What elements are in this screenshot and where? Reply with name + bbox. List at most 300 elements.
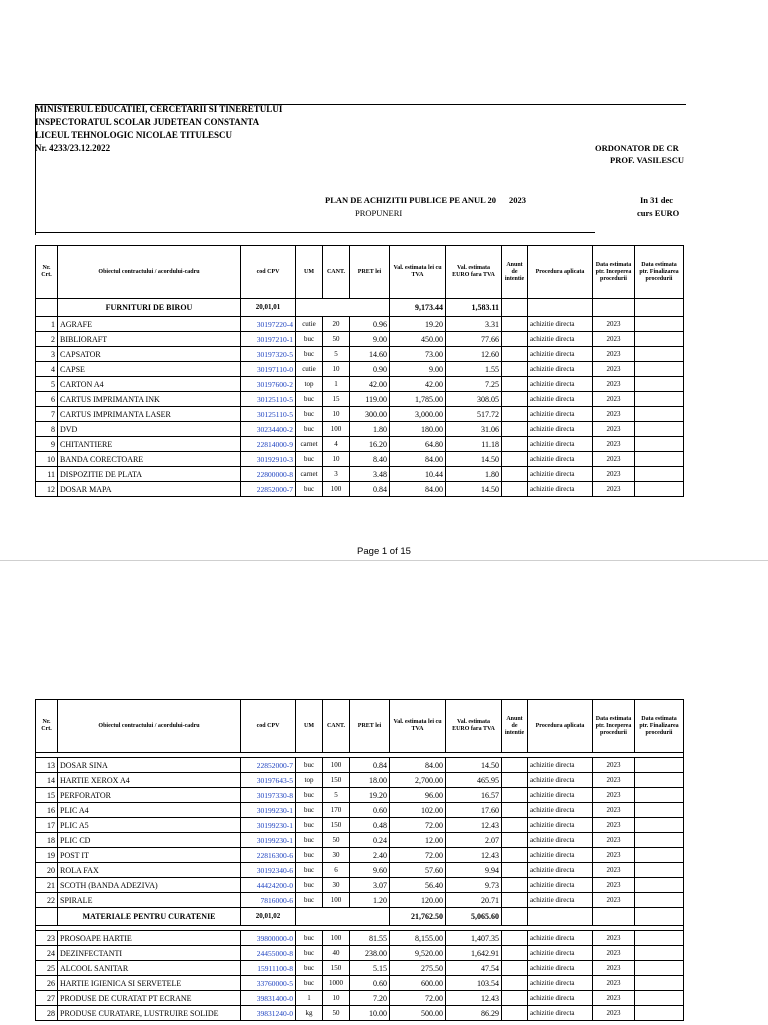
category-name: MATERIALE PENTRU CURATENIE <box>58 908 241 926</box>
procedure: achizitie directa <box>528 392 593 407</box>
procedure: achizitie directa <box>528 946 593 961</box>
value-lei: 19.20 <box>390 317 446 332</box>
procedure: achizitie directa <box>528 788 593 803</box>
end-date <box>635 863 684 878</box>
column-header: Anunt de intentie <box>502 246 528 299</box>
unit-price: 19.20 <box>350 788 390 803</box>
start-date: 2023 <box>593 422 635 437</box>
row-number: 12 <box>36 482 58 497</box>
unit: buc <box>296 392 323 407</box>
unit: buc <box>296 893 323 908</box>
table-row <box>36 773 684 788</box>
column-header: Data estimata ptr. Finalizarea procedurii <box>635 700 684 753</box>
ministry-line: MINISTERUL EDUCATIEI, CERCETARII SI TINERETULUI <box>35 104 283 114</box>
procedure: achizitie directa <box>528 848 593 863</box>
cpv-code: 33760000-5 <box>241 976 296 991</box>
intent-notice <box>502 467 528 482</box>
quantity: 40 <box>323 946 350 961</box>
table-row <box>36 452 684 467</box>
table-row <box>36 437 684 452</box>
end-date <box>635 976 684 991</box>
unit-price: 0.96 <box>350 317 390 332</box>
procedure: achizitie directa <box>528 803 593 818</box>
end-date <box>635 317 684 332</box>
row-number: 2 <box>36 332 58 347</box>
item-name: CARTON A4 <box>58 377 241 392</box>
table-row <box>36 848 684 863</box>
column-header: CANT. <box>323 700 350 753</box>
end-date <box>635 332 684 347</box>
header-row <box>36 700 684 753</box>
value-lei: 275.50 <box>390 961 446 976</box>
unit-price: 9.60 <box>350 863 390 878</box>
procedure: achizitie directa <box>528 377 593 392</box>
unit: buc <box>296 803 323 818</box>
procedure: achizitie directa <box>528 878 593 893</box>
procedure: achizitie directa <box>528 931 593 946</box>
start-date: 2023 <box>593 317 635 332</box>
category-value-lei: 21,762.50 <box>390 908 446 926</box>
procedure: achizitie directa <box>528 422 593 437</box>
start-date: 2023 <box>593 946 635 961</box>
end-date <box>635 931 684 946</box>
value-euro: 1.55 <box>446 362 502 377</box>
category-name: FURNITURI DE BIROU <box>58 299 241 317</box>
unit: kg <box>296 1006 323 1021</box>
column-header: PRET lei <box>350 700 390 753</box>
intent-notice <box>502 863 528 878</box>
cpv-code: 22852000-7 <box>241 482 296 497</box>
unit-price: 14.60 <box>350 347 390 362</box>
end-date <box>635 758 684 773</box>
start-date: 2023 <box>593 848 635 863</box>
row-number: 4 <box>36 362 58 377</box>
item-name: AGRAFE <box>58 317 241 332</box>
unit-price: 0.24 <box>350 833 390 848</box>
intent-notice <box>502 773 528 788</box>
start-date: 2023 <box>593 377 635 392</box>
value-lei: 450.00 <box>390 332 446 347</box>
category-value-euro: 5,065.60 <box>446 908 502 926</box>
item-name: PLIC A4 <box>58 803 241 818</box>
category-blank <box>502 908 528 926</box>
quantity: 15 <box>323 392 350 407</box>
category-blank <box>502 299 528 317</box>
table-row <box>36 377 684 392</box>
value-lei: 500.00 <box>390 1006 446 1021</box>
category-value-euro: 1,583.11 <box>446 299 502 317</box>
quantity: 3 <box>323 467 350 482</box>
start-date: 2023 <box>593 758 635 773</box>
row-number: 9 <box>36 437 58 452</box>
item-name: HARTIE IGIENICA SI SERVETELE <box>58 976 241 991</box>
table-row <box>36 347 684 362</box>
end-date <box>635 377 684 392</box>
column-header: Nr. Crt. <box>36 700 58 753</box>
value-euro: 2.07 <box>446 833 502 848</box>
quantity: 10 <box>323 991 350 1006</box>
intent-notice <box>502 422 528 437</box>
value-euro: 47.54 <box>446 961 502 976</box>
value-euro: 308.05 <box>446 392 502 407</box>
unit-price: 9.00 <box>350 332 390 347</box>
cpv-code: 39831240-0 <box>241 1006 296 1021</box>
item-name: PLIC A5 <box>58 818 241 833</box>
value-euro: 1,642.91 <box>446 946 502 961</box>
item-name: BANDA CORECTOARE <box>58 452 241 467</box>
table-row <box>36 833 684 848</box>
quantity: 150 <box>323 773 350 788</box>
item-name: DEZINFECTANTI <box>58 946 241 961</box>
category-value-lei: 9,173.44 <box>390 299 446 317</box>
intent-notice <box>502 803 528 818</box>
row-number: 23 <box>36 931 58 946</box>
cpv-code: 30197210-1 <box>241 332 296 347</box>
unit: buc <box>296 931 323 946</box>
item-name: CARTUS IMPRIMANTA LASER <box>58 407 241 422</box>
procedure: achizitie directa <box>528 893 593 908</box>
category-blank <box>593 908 635 926</box>
table-row <box>36 803 684 818</box>
table-row <box>36 332 684 347</box>
unit: buc <box>296 878 323 893</box>
intent-notice <box>502 1006 528 1021</box>
cpv-code: 30197600-2 <box>241 377 296 392</box>
procedure: achizitie directa <box>528 452 593 467</box>
quantity: 100 <box>323 758 350 773</box>
cpv-code: 30197220-4 <box>241 317 296 332</box>
value-lei: 102.00 <box>390 803 446 818</box>
propuneri-label: PROPUNERI <box>355 208 403 218</box>
intent-notice <box>502 332 528 347</box>
end-date <box>635 1006 684 1021</box>
item-name: CAPSE <box>58 362 241 377</box>
category-blank <box>635 299 684 317</box>
item-name: PROSOAPE HARTIE <box>58 931 241 946</box>
value-euro: 31.06 <box>446 422 502 437</box>
value-lei: 120.00 <box>390 893 446 908</box>
quantity: 10 <box>323 362 350 377</box>
cpv-code: 30199230-1 <box>241 803 296 818</box>
table-row <box>36 362 684 377</box>
unit-price: 119.00 <box>350 392 390 407</box>
value-lei: 180.00 <box>390 422 446 437</box>
cpv-code: 15911100-8 <box>241 961 296 976</box>
intent-notice <box>502 362 528 377</box>
table-row <box>36 878 684 893</box>
quantity: 6 <box>323 863 350 878</box>
category-blank <box>528 299 593 317</box>
value-euro: 11.18 <box>446 437 502 452</box>
quantity: 1000 <box>323 976 350 991</box>
procedure: achizitie directa <box>528 407 593 422</box>
unit: buc <box>296 976 323 991</box>
unit: buc <box>296 482 323 497</box>
start-date: 2023 <box>593 392 635 407</box>
item-name: PRODUSE DE CURATAT PT ECRANE <box>58 991 241 1006</box>
curs-euro-label: curs EURO <box>637 208 680 218</box>
column-header: Data estimata ptr. Finalizarea procedurii <box>635 246 684 299</box>
value-euro: 465.95 <box>446 773 502 788</box>
value-euro: 86.29 <box>446 1006 502 1021</box>
row-number: 14 <box>36 773 58 788</box>
unit: buc <box>296 347 323 362</box>
quantity: 10 <box>323 407 350 422</box>
table-row <box>36 317 684 332</box>
item-name: POST IT <box>58 848 241 863</box>
item-name: PERFORATOR <box>58 788 241 803</box>
unit-price: 81.55 <box>350 931 390 946</box>
quantity: 170 <box>323 803 350 818</box>
start-date: 2023 <box>593 332 635 347</box>
unit: buc <box>296 422 323 437</box>
table-row <box>36 893 684 908</box>
end-date <box>635 878 684 893</box>
intent-notice <box>502 833 528 848</box>
item-name: PRODUSE CURATARE, LUSTRUIRE SOLIDE <box>58 1006 241 1021</box>
quantity: 50 <box>323 332 350 347</box>
row-number: 6 <box>36 392 58 407</box>
row-number: 15 <box>36 788 58 803</box>
cpv-code: 30197330-8 <box>241 788 296 803</box>
procedure: achizitie directa <box>528 976 593 991</box>
header-separator <box>35 232 595 233</box>
intent-notice <box>502 347 528 362</box>
column-header: Val. estimata EURO fara TVA <box>446 246 502 299</box>
quantity: 50 <box>323 1006 350 1021</box>
row-number: 16 <box>36 803 58 818</box>
row-number: 5 <box>36 377 58 392</box>
unit-price: 0.90 <box>350 362 390 377</box>
value-euro: 1.80 <box>446 467 502 482</box>
table-row <box>36 863 684 878</box>
date-right: In 31 dec <box>640 195 674 205</box>
unit-price: 1.80 <box>350 422 390 437</box>
table-header <box>36 246 684 299</box>
item-name: ALCOOL SANITAR <box>58 961 241 976</box>
unit: buc <box>296 788 323 803</box>
table-row <box>36 931 684 946</box>
page-number: Page 1 of 15 <box>357 546 411 557</box>
unit: top <box>296 773 323 788</box>
unit: 1 <box>296 991 323 1006</box>
start-date: 2023 <box>593 931 635 946</box>
intent-notice <box>502 452 528 467</box>
item-name: ROLA FAX <box>58 863 241 878</box>
start-date: 2023 <box>593 961 635 976</box>
category-row <box>36 299 684 317</box>
start-date: 2023 <box>593 452 635 467</box>
cpv-code: 30199230-1 <box>241 833 296 848</box>
start-date: 2023 <box>593 863 635 878</box>
row-number: 22 <box>36 893 58 908</box>
unit-price: 5.15 <box>350 961 390 976</box>
unit: buc <box>296 833 323 848</box>
unit-price: 0.48 <box>350 818 390 833</box>
end-date <box>635 788 684 803</box>
value-lei: 12.00 <box>390 833 446 848</box>
table-row <box>36 392 684 407</box>
table-row <box>36 818 684 833</box>
item-name: PLIC CD <box>58 833 241 848</box>
unit: buc <box>296 758 323 773</box>
row-number: 26 <box>36 976 58 991</box>
procedure: achizitie directa <box>528 482 593 497</box>
table-row <box>36 407 684 422</box>
value-lei: 2,700.00 <box>390 773 446 788</box>
intent-notice <box>502 482 528 497</box>
item-name: BIBLIORAFT <box>58 332 241 347</box>
value-euro: 77.66 <box>446 332 502 347</box>
table-row <box>36 961 684 976</box>
column-header: cod CPV <box>241 246 296 299</box>
column-header: Obiectul contractului / acordului-cadru <box>58 246 241 299</box>
procedure: achizitie directa <box>528 818 593 833</box>
unit-price: 238.00 <box>350 946 390 961</box>
item-name: CHITANTIERE <box>58 437 241 452</box>
procedure: achizitie directa <box>528 347 593 362</box>
row-number: 25 <box>36 961 58 976</box>
start-date: 2023 <box>593 347 635 362</box>
value-euro: 12.43 <box>446 848 502 863</box>
table-row <box>36 422 684 437</box>
table-row <box>36 788 684 803</box>
row-number: 18 <box>36 833 58 848</box>
procedure: achizitie directa <box>528 991 593 1006</box>
unit-price: 2.40 <box>350 848 390 863</box>
value-lei: 9,520.00 <box>390 946 446 961</box>
value-euro: 7.25 <box>446 377 502 392</box>
quantity: 30 <box>323 878 350 893</box>
column-header: Anunt de intentie <box>502 700 528 753</box>
quantity: 5 <box>323 347 350 362</box>
value-euro: 14.50 <box>446 452 502 467</box>
value-euro: 12.60 <box>446 347 502 362</box>
start-date: 2023 <box>593 976 635 991</box>
start-date: 2023 <box>593 362 635 377</box>
unit: buc <box>296 863 323 878</box>
value-lei: 64.80 <box>390 437 446 452</box>
unit-price: 0.84 <box>350 758 390 773</box>
intent-notice <box>502 788 528 803</box>
quantity: 4 <box>323 437 350 452</box>
procedure: achizitie directa <box>528 317 593 332</box>
value-euro: 12.43 <box>446 991 502 1006</box>
intent-notice <box>502 848 528 863</box>
item-name: DVD <box>58 422 241 437</box>
intent-notice <box>502 991 528 1006</box>
cpv-code: 7816000-6 <box>241 893 296 908</box>
category-blank <box>36 908 58 926</box>
value-lei: 8,155.00 <box>390 931 446 946</box>
start-date: 2023 <box>593 878 635 893</box>
cpv-code: 30197320-5 <box>241 347 296 362</box>
start-date: 2023 <box>593 991 635 1006</box>
unit-price: 300.00 <box>350 407 390 422</box>
column-header: cod CPV <box>241 700 296 753</box>
start-date: 2023 <box>593 467 635 482</box>
start-date: 2023 <box>593 803 635 818</box>
row-number: 21 <box>36 878 58 893</box>
column-header: Val. estimata lei cu TVA <box>390 246 446 299</box>
procedure: achizitie directa <box>528 773 593 788</box>
quantity: 10 <box>323 452 350 467</box>
intent-notice <box>502 392 528 407</box>
procedure: achizitie directa <box>528 437 593 452</box>
table-row <box>36 991 684 1006</box>
end-date <box>635 893 684 908</box>
column-header: Data estimata ptr. Inceperea procedurii <box>593 246 635 299</box>
quantity: 100 <box>323 422 350 437</box>
start-date: 2023 <box>593 437 635 452</box>
column-header: PRET lei <box>350 246 390 299</box>
quantity: 100 <box>323 893 350 908</box>
row-number: 28 <box>36 1006 58 1021</box>
school-line: LICEUL TEHNOLOGIC NICOLAE TITULESCU <box>35 130 232 140</box>
inspectorate-line: INSPECTORATUL SCOLAR JUDETEAN CONSTANTA <box>35 117 260 127</box>
end-date <box>635 422 684 437</box>
table-row <box>36 1006 684 1021</box>
table-row <box>36 467 684 482</box>
row-number: 1 <box>36 317 58 332</box>
header-row <box>36 246 684 299</box>
quantity: 100 <box>323 931 350 946</box>
quantity: 5 <box>323 788 350 803</box>
end-date <box>635 833 684 848</box>
unit: top <box>296 377 323 392</box>
item-name: HARTIE XEROX A4 <box>58 773 241 788</box>
value-euro: 1,407.35 <box>446 931 502 946</box>
cpv-code: 30199230-1 <box>241 818 296 833</box>
end-date <box>635 946 684 961</box>
row-number: 8 <box>36 422 58 437</box>
column-header: UM <box>296 700 323 753</box>
row-number: 19 <box>36 848 58 863</box>
value-euro: 9.94 <box>446 863 502 878</box>
value-lei: 56.40 <box>390 878 446 893</box>
unit-price: 7.20 <box>350 991 390 1006</box>
item-name: CAPSATOR <box>58 347 241 362</box>
category-row <box>36 908 684 926</box>
row-number: 13 <box>36 758 58 773</box>
cpv-code: 22800000-8 <box>241 467 296 482</box>
unit: cutie <box>296 317 323 332</box>
unit: buc <box>296 818 323 833</box>
end-date <box>635 773 684 788</box>
cpv-code: 39831400-0 <box>241 991 296 1006</box>
column-header: Val. estimata lei cu TVA <box>390 700 446 753</box>
end-date <box>635 407 684 422</box>
unit-price: 42.00 <box>350 377 390 392</box>
category-blank <box>296 908 390 926</box>
quantity: 30 <box>323 848 350 863</box>
end-date <box>635 467 684 482</box>
value-lei: 600.00 <box>390 976 446 991</box>
value-euro: 20.71 <box>446 893 502 908</box>
value-lei: 72.00 <box>390 848 446 863</box>
category-blank <box>593 299 635 317</box>
value-lei: 84.00 <box>390 758 446 773</box>
start-date: 2023 <box>593 773 635 788</box>
value-lei: 1,785.00 <box>390 392 446 407</box>
value-lei: 84.00 <box>390 452 446 467</box>
value-euro: 14.50 <box>446 482 502 497</box>
value-lei: 73.00 <box>390 347 446 362</box>
value-lei: 72.00 <box>390 818 446 833</box>
item-name: DISPOZITIE DE PLATA <box>58 467 241 482</box>
value-lei: 42.00 <box>390 377 446 392</box>
unit-price: 0.60 <box>350 803 390 818</box>
